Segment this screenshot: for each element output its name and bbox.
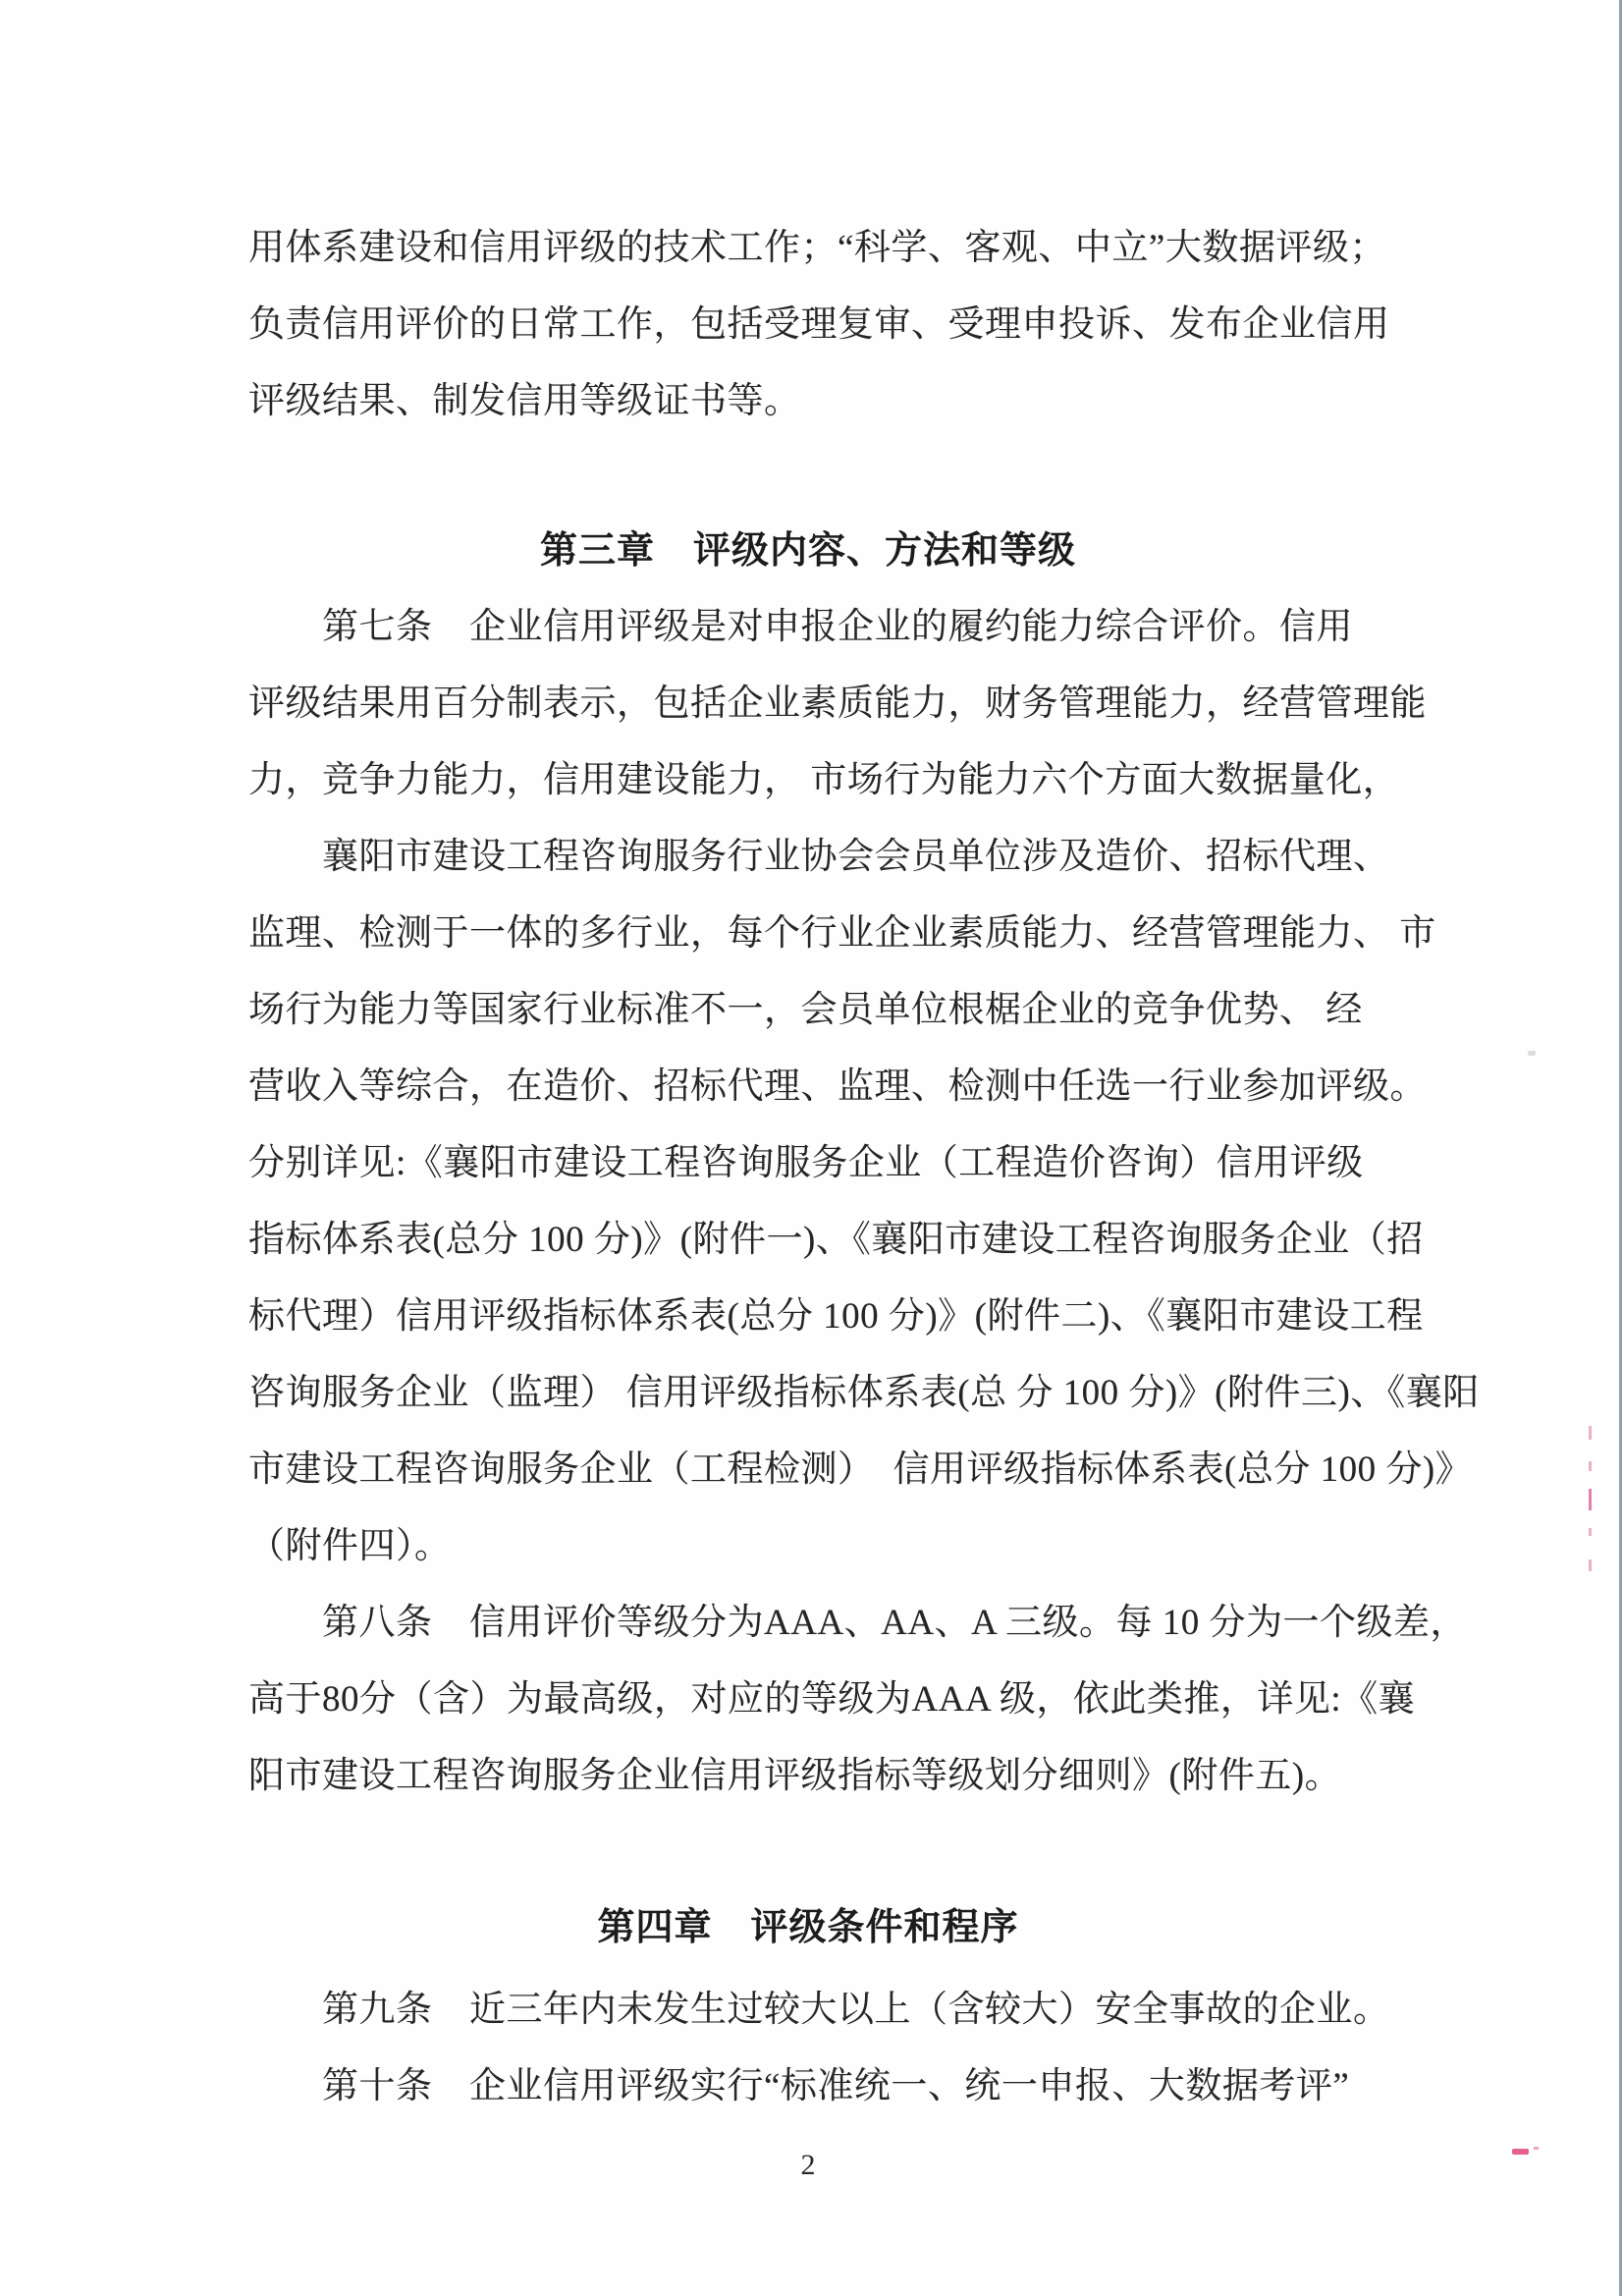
document-body (248, 205, 1480, 2187)
spacer (248, 2120, 1368, 2144)
text-line: 场行为能力等国家行业标准不一，会员单位根椐企业的竞争优势、 经 (248, 990, 1363, 1030)
chapter-heading-4: 第四章 评级条件和程序 (597, 1906, 1019, 1948)
scan-artifact-pink-dash (1589, 1461, 1592, 1471)
scan-artifact-red-speck (1534, 2147, 1539, 2150)
text-line: 用体系建设和信用评级的技术工作；“科学、客观、中立”大数据评级； (248, 228, 1386, 268)
text-line: 监理、检测于一体的多行业，每个行业企业素质能力、经营管理能力、 市 (248, 913, 1436, 954)
text-line: 负责信用评价的日常工作，包括受理复审、受理申投诉、发布企业信用 (248, 304, 1390, 345)
scan-artifact-red-speck (1512, 2149, 1529, 2155)
scan-artifact-pink-dash (1589, 1559, 1592, 1571)
text-line: 阳市建设工程咨询服务企业信用评级指标等级划分细则》(附件五)。 (248, 1756, 1342, 1796)
text-line: 咨询服务企业（监理） 信用评级指标体系表(总 分 100 分)》(附件三)、《襄阳 (248, 1373, 1480, 1413)
scan-artifact-pink-dash (1589, 1489, 1592, 1510)
text-line: 营收入等综合，在造价、招标代理、监理、检测中任选一行业参加评级。 (248, 1066, 1427, 1107)
scan-artifact-pink-dash (1589, 1426, 1592, 1440)
text-line: 评级结果用百分制表示，包括企业素质能力，财务管理能力，经营管理能 (248, 683, 1427, 724)
text-line: 第八条 信用评价等级分为AAA、AA、A 三级。每 10 分为一个级差， (248, 1603, 1468, 1643)
scan-edge-line (1619, 0, 1622, 2296)
text-line: 襄阳市建设工程咨询服务行业协会会员单位涉及造价、招标代理、 (248, 837, 1390, 877)
blank-line-spacer (248, 435, 1368, 508)
scan-artifact-gray-speck (1528, 1051, 1536, 1056)
text-line: 第九条 近三年内未发生过较大以上（含较大）安全事故的企业。 (248, 1990, 1390, 2030)
blank-line-spacer (248, 1810, 1368, 1885)
text-line: 分别详见:《襄阳市建设工程咨询服务企业（工程造价咨询）信用评级 (248, 1143, 1364, 1183)
text-line: 第七条 企业信用评级是对申报企业的履约能力综合评价。信用 (248, 607, 1353, 647)
page-number: 2 (800, 2149, 816, 2181)
text-line: （附件四）。 (248, 1526, 452, 1566)
text-line: 高于80分（含）为最高级，对应的等级为AAA 级，依此类推，详见:《襄 (248, 1679, 1416, 1720)
chapter-heading-3: 第三章 评级内容、方法和等级 (539, 529, 1076, 572)
text-line: 力，竞争力能力，信用建设能力， 市场行为能力六个方面大数据量化， (248, 760, 1400, 800)
text-line: 评级结果、制发信用等级证书等。 (248, 381, 801, 421)
text-line: 第十条 企业信用评级实行“标准统一、统一申报、大数据考评” (248, 2066, 1350, 2106)
scan-artifact-pink-dash (1589, 1528, 1592, 1536)
text-line: 市建设工程咨询服务企业（工程检测） 信用评级指标体系表(总分 100 分)》 (248, 1449, 1473, 1490)
text-line: 标代理）信用评级指标体系表(总分 100 分)》(附件二)、《襄阳市建设工程 (248, 1296, 1424, 1337)
text-line: 指标体系表(总分 100 分)》(附件一)、《襄阳市建设工程咨询服务企业（招 (248, 1220, 1424, 1260)
